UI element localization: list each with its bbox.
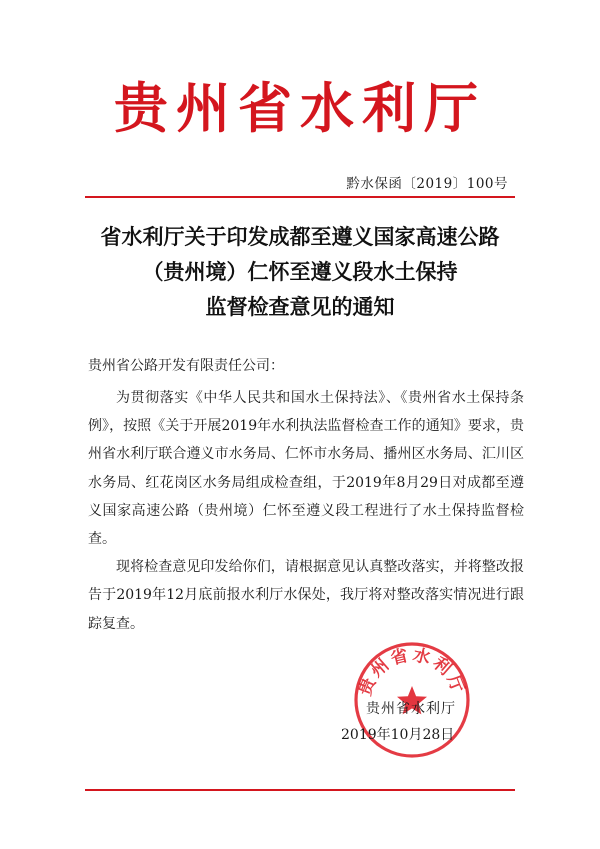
- body-paragraph-1: 为贯彻落实《中华人民共和国水土保持法》、《贵州省水土保持条例》，按照《关于开展2019年水利执法监督检查工作的通知》要求，贵州省水利厅联合遵义市水务局、仁怀市水务局、播州区水务局、汇川区水务局、红花岗区水务局组成检查组，于2019年8月29日对成都至遵义国家高速公路（贵州境）仁怀至遵义段工程进行了水土保持监督检查。: [88, 390, 524, 548]
- issue-date: 2019年10月28日: [341, 727, 455, 743]
- header-divider: [85, 196, 515, 198]
- addressee: 贵州省公路开发有限责任公司：: [88, 358, 284, 374]
- signer-name: 贵州省水利厅: [366, 701, 456, 717]
- body-text: [88, 384, 524, 638]
- letterhead-title: 贵州省水利厅: [114, 76, 486, 140]
- body-paragraph-2: 现将检查意见印发给你们，请根据意见认真整改落实，并将整改报告于2019年12月底前报水利厅水保处，我厅将对整改落实情况进行跟踪复查。: [88, 559, 524, 632]
- title-line-1: 省水利厅关于印发成都至遵义国家高速公路: [100, 225, 500, 249]
- title-line-2: （贵州境）仁怀至遵义段水土保持: [142, 260, 458, 284]
- document-title: [60, 220, 540, 325]
- title-line-3: 监督检查意见的通知: [205, 295, 395, 319]
- seal-text: 贵州省水利厅: [355, 645, 469, 699]
- document-number: 黔水保函〔2019〕100号: [346, 176, 508, 192]
- footer-divider: [85, 789, 515, 791]
